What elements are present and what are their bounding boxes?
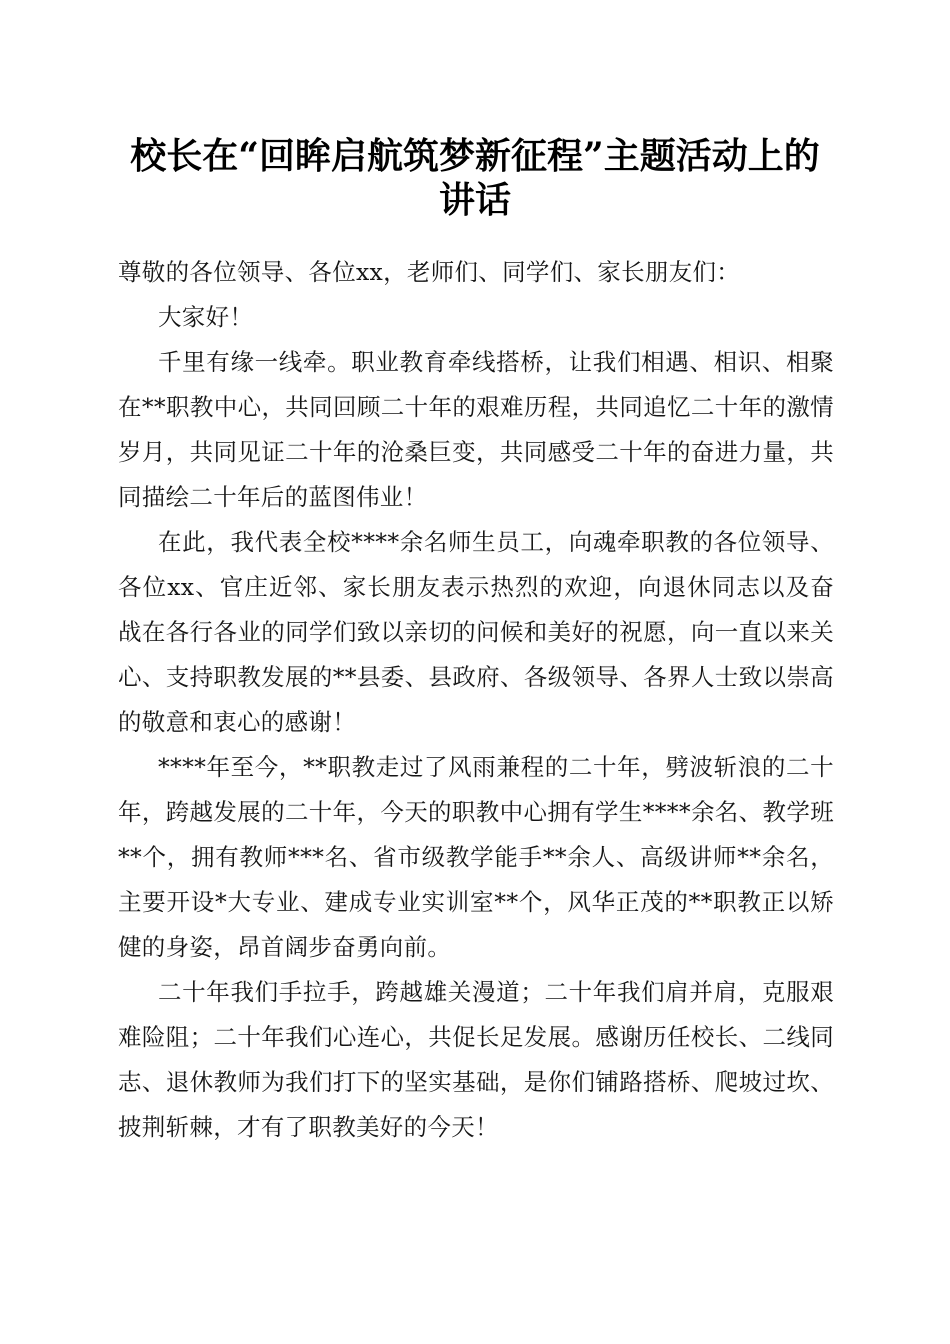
paragraph-4: 二十年我们手拉手，跨越雄关漫道；二十年我们肩并肩，克服艰难险阻；二十年我们心连心，共促长足发展。感谢历任校长、二线同志、退休教师为我们打下的坚实基础，是你们铺路搭桥、爬坡过坎、披荆斩棘，才有了职教美好的今天！: [118, 978, 834, 1141]
document-body: [118, 250, 834, 1150]
page-title: [100, 134, 850, 222]
paragraph-2: 在此，我代表全校****余名师生员工，向魂牵职教的各位领导、各位xx、官庄近邻、家长朋友表示热烈的欢迎，向退休同志以及奋战在各行各业的同学们致以亲切的问候和美好的祝愿，向一直以来关心、支持职教发展的**县委、县政府、各级领导、各界人士致以崇高的敬意和衷心的感谢！: [118, 528, 834, 736]
salutation: 尊敬的各位领导、各位xx，老师们、同学们、家长朋友们：: [118, 258, 741, 286]
title-line-2: 讲话: [438, 179, 511, 221]
paragraph-1: 千里有缘一线牵。职业教育牵线搭桥，让我们相遇、相识、相聚在**职教中心，共同回顾二十年的艰难历程，共同追忆二十年的激情岁月，共同见证二十年的沧桑巨变，共同感受二十年的奋进力量，共同描绘二十年后的蓝图伟业！: [118, 348, 834, 511]
title-line-1: 校长在“回眸启航筑梦新征程”主题活动上的: [130, 135, 820, 177]
paragraph-greeting: 大家好！: [158, 303, 254, 331]
paragraph-3: ****年至今，**职教走过了风雨兼程的二十年，劈波斩浪的二十年，跨越发展的二十年，今天的职教中心拥有学生****余名、教学班**个，拥有教师***名、省市级教学能手**余人、高级讲师**余名，主要开设*大专业、建成专业实训室**个，风华正茂的**职教正以矫健的身姿，昂首阔步奋勇向前。: [118, 753, 834, 961]
